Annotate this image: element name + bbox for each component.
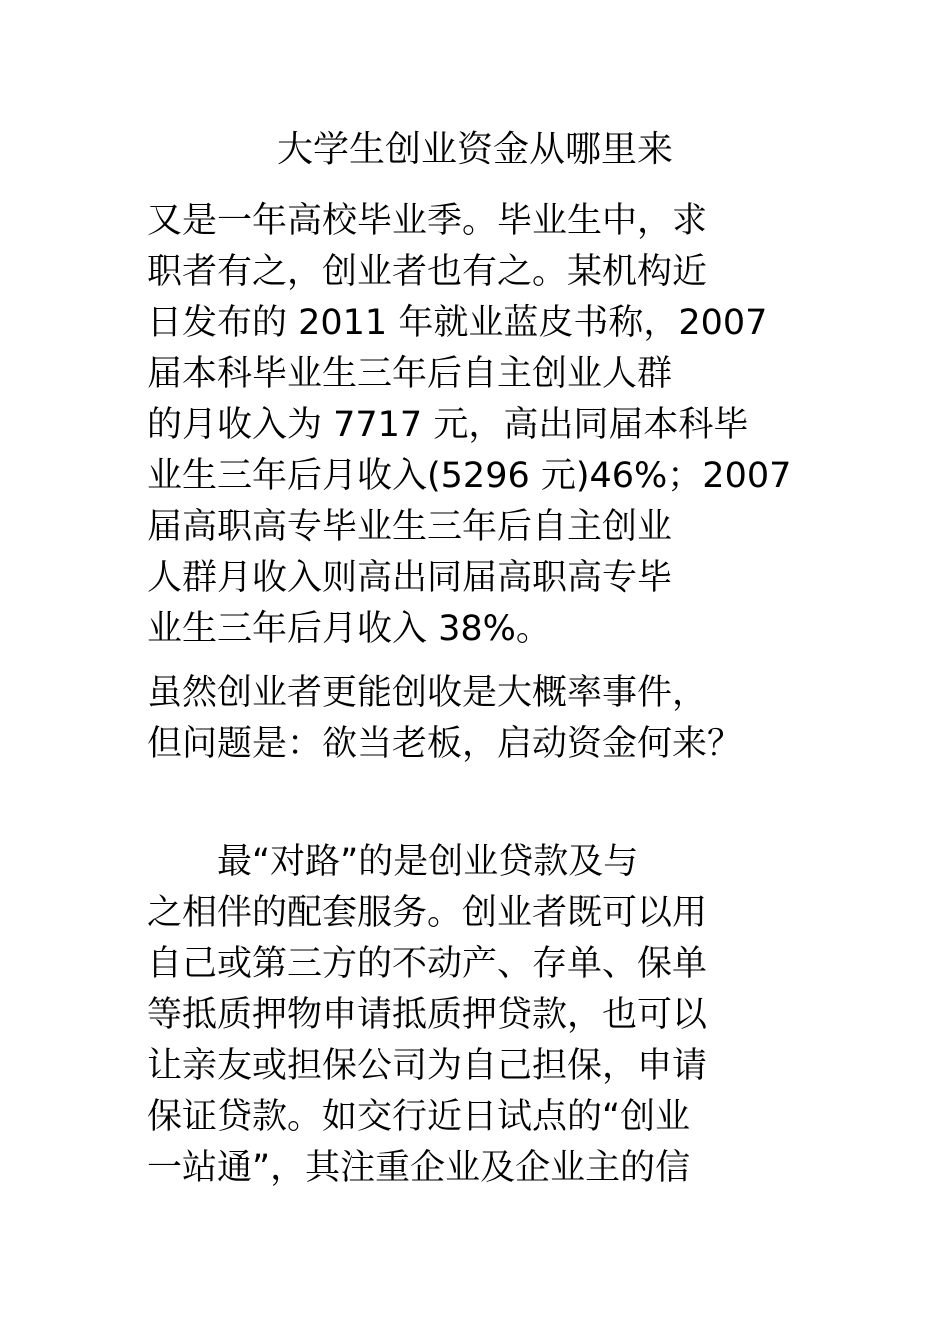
paragraph-line: 职者有之，创业者也有之。某机构近 (147, 252, 708, 292)
paragraph-line: 等抵质押物申请抵质押贷款，也可以 (147, 995, 708, 1035)
paragraph-employment-stats (147, 196, 847, 655)
paragraph-line: 保证贷款。如交行近日试点的“创业 (147, 1097, 691, 1137)
paragraph-line: 但问题是：欲当老板，启动资金何来？ (147, 724, 743, 764)
paragraph-line: 日发布的 2011 年就业蓝皮书称，2007 (147, 303, 768, 343)
paragraph-line: 人群月收入则高出同届高职高专毕 (147, 558, 673, 598)
document-title: 大学生创业资金从哪里来 (276, 129, 673, 170)
paragraph-line: 届本科毕业生三年后自主创业人群 (147, 354, 673, 394)
paragraph-line: 届高职高专毕业生三年后自主创业 (147, 507, 673, 547)
paragraph-startup-loans (147, 837, 847, 1194)
paragraph-funding-question (147, 668, 847, 770)
paragraph-line: 虽然创业者更能创收是大概率事件， (147, 673, 708, 713)
paragraph-line: 之相伴的配套服务。创业者既可以用 (147, 893, 708, 933)
paragraph-line: 自己或第三方的不动产、存单、保单 (147, 944, 708, 984)
paragraph-line: 又是一年高校毕业季。毕业生中，求 (147, 201, 708, 241)
paragraph-line: 一站通”，其注重企业及企业主的信 (147, 1148, 691, 1188)
paragraph-line: 业生三年后月收入 38%。 (147, 609, 551, 649)
paragraph-line: 让亲友或担保公司为自己担保，申请 (147, 1046, 708, 1086)
paragraph-line: 业生三年后月收入(5296 元)46%；2007 (147, 456, 792, 496)
paragraph-line: 最“对路”的是创业贷款及与 (147, 842, 639, 882)
paragraph-line: 的月收入为 7717 元，高出同届本科毕 (147, 405, 749, 445)
